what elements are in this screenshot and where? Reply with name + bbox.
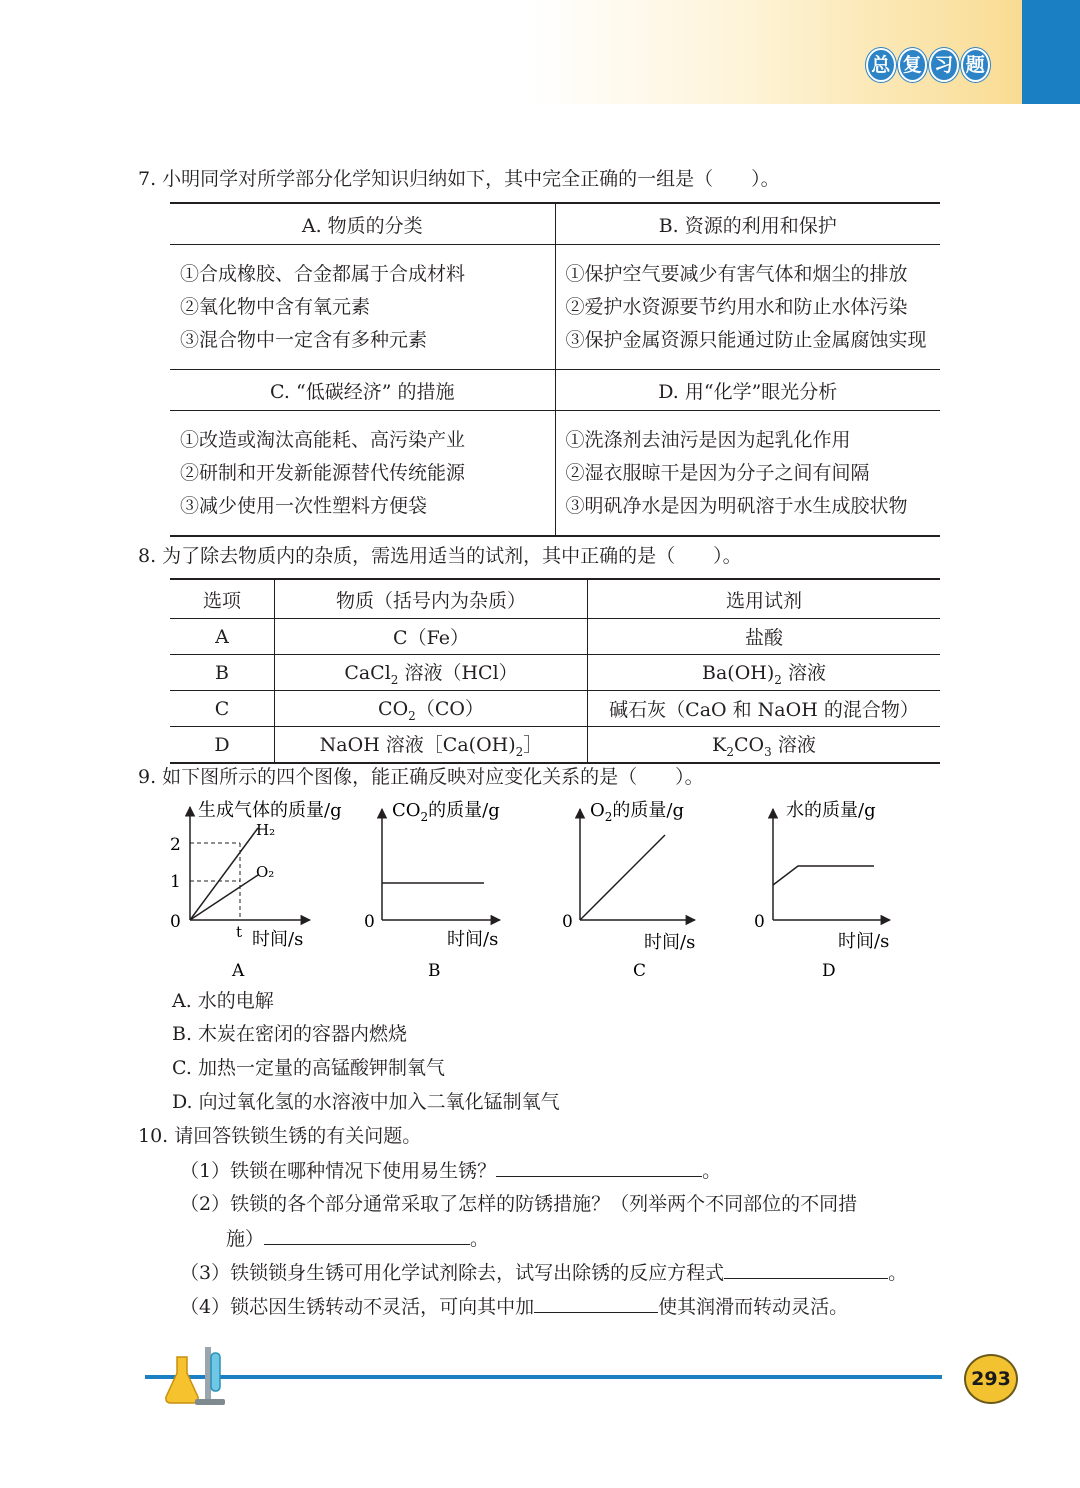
graph-a xyxy=(170,800,342,981)
test-tube xyxy=(211,1353,220,1391)
q8-cell-reagent: 盐酸 xyxy=(588,619,941,655)
q8-header-option: 选项 xyxy=(170,579,275,619)
formula-text: Ba(OH) xyxy=(702,662,775,685)
header-blue-tab xyxy=(1022,0,1080,104)
q7-c-title: C. “低碳经济” 的措施 xyxy=(170,370,555,411)
q10-part-2a: （2）铁锁的各个部分通常采取了怎样的防锈措施？（列举两个不同部位的不同措 xyxy=(180,1193,858,1215)
q7-b-title: B. 资源的利用和保护 xyxy=(555,203,940,245)
formula-text: 溶液 xyxy=(771,734,816,757)
graph-d-caption: D xyxy=(822,961,836,981)
answer-blank[interactable] xyxy=(496,1158,702,1177)
answer-blank[interactable] xyxy=(534,1294,658,1313)
section-title-char: 习 xyxy=(929,48,959,82)
q7-d-item: ①洗涤剂去油污是因为起乳化作用 xyxy=(565,428,851,451)
formula-subscript: 2 xyxy=(774,672,782,687)
table-row xyxy=(170,727,940,764)
graph-c-xlabel: 时间/s xyxy=(644,932,696,953)
graph-c-origin: 0 xyxy=(562,912,573,932)
q10-part-3-end: 。 xyxy=(888,1262,908,1284)
q7-c-items xyxy=(170,411,555,537)
q7-d-item: ③明矾净水是因为明矾溶于水生成胶状物 xyxy=(565,494,908,517)
q8-header-reagent: 选用试剂 xyxy=(588,579,941,619)
q8-cell-option: B xyxy=(170,655,275,691)
q10-part-2b xyxy=(226,1226,489,1251)
q8-cell-option: C xyxy=(170,691,275,727)
footer-line xyxy=(145,1375,942,1379)
q8-cell-reagent xyxy=(588,655,941,691)
graph-a-h2-line xyxy=(190,828,258,920)
graph-a-o2-line xyxy=(190,875,258,920)
q9-option: A. 水的电解 xyxy=(172,990,274,1012)
q8-cell-reagent: 碱石灰（CaO 和 NaOH 的混合物） xyxy=(588,691,941,727)
page-number: 293 xyxy=(964,1354,1018,1404)
q10-part-3 xyxy=(180,1260,907,1285)
graph-a-xlabel: 时间/s xyxy=(252,929,304,950)
graph-a-series-label: O₂ xyxy=(256,863,275,881)
section-title-char: 复 xyxy=(898,48,928,82)
q9-stem: 9. 如下图所示的四个图像，能正确反映对应变化关系的是（ ）。 xyxy=(138,766,704,788)
q7-b-item: ②爱护水资源要节约用水和防止水体污染 xyxy=(565,295,908,318)
graph-a-ytick: 2 xyxy=(170,835,181,855)
formula-text: 溶液 xyxy=(781,662,826,685)
graph-b-ylabel xyxy=(392,800,500,824)
q7-stem: 7. 小明同学对所学部分化学知识归纳如下，其中完全正确的一组是（ ）。 xyxy=(138,168,780,190)
graph-a-caption: A xyxy=(232,961,245,981)
q8-cell-option: A xyxy=(170,619,275,655)
q10-part-2-end: 。 xyxy=(470,1228,490,1250)
graph-c-ylabel-post: 的质量/g xyxy=(612,800,684,821)
graph-b-ylabel-sub: 2 xyxy=(420,810,429,824)
graph-d-line xyxy=(773,866,874,885)
formula-subscript: 2 xyxy=(726,744,735,759)
q8-cell-option: D xyxy=(170,727,275,764)
q7-a-items xyxy=(170,245,555,370)
formula-subscript: 2 xyxy=(408,708,416,723)
q9-option: C. 加热一定量的高锰酸钾制氧气 xyxy=(172,1057,445,1079)
formula-text: NaOH 溶液［Ca(OH) xyxy=(319,734,516,757)
flask xyxy=(166,1357,198,1403)
graph-a-ytick: 1 xyxy=(170,872,181,892)
q7-c-item: ①改造或淘汰高能耗、高污染产业 xyxy=(180,428,466,451)
formula-subscript: 2 xyxy=(515,744,524,759)
graph-c-ylabel-sub: 2 xyxy=(604,810,613,824)
q9-option: D. 向过氧化氢的水溶液中加入二氧化锰制氧气 xyxy=(172,1091,560,1113)
table-row xyxy=(170,655,940,691)
formula-text: K xyxy=(712,734,727,757)
q8-header-substance: 物质（括号内为杂质） xyxy=(275,579,588,619)
q7-b-item: ③保护金属资源只能通过防止金属腐蚀实现 xyxy=(565,328,927,351)
q8-cell-substance xyxy=(275,727,588,764)
graph-b xyxy=(364,800,500,981)
q8-cell-substance xyxy=(275,691,588,727)
stand-base xyxy=(195,1399,225,1405)
q7-b-item: ①保护空气要减少有害气体和烟尘的排放 xyxy=(565,262,908,285)
lab-stand xyxy=(205,1347,211,1403)
graph-b-ylabel-post: 的质量/g xyxy=(428,800,500,821)
lab-flask-icon xyxy=(165,1345,230,1407)
q8-cell-reagent xyxy=(588,727,941,764)
q7-a-item: ①合成橡胶、合金都属于合成材料 xyxy=(180,262,466,285)
q7-c-item: ③减少使用一次性塑料方便袋 xyxy=(180,494,428,517)
q7-a-item: ③混合物中一定含有多种元素 xyxy=(180,328,428,351)
q10-part-4-end: 使其润滑而转动灵活。 xyxy=(658,1296,849,1318)
q7-a-title: A. 物质的分类 xyxy=(170,203,555,245)
q9-option: B. 木炭在密闭的容器内燃烧 xyxy=(172,1023,408,1045)
q7-c-item: ②研制和开发新能源替代传统能源 xyxy=(180,461,466,484)
q9-graphs xyxy=(150,795,920,985)
section-title-char: 总 xyxy=(866,48,896,82)
graph-c-ylabel xyxy=(590,800,684,824)
formula-text: ］ xyxy=(523,734,543,757)
q10-part-4-text: （4）锁芯因生锈转动不灵活，可向其中加 xyxy=(180,1296,535,1318)
graph-c-ylabel-pre: O xyxy=(590,800,605,821)
section-title-badges xyxy=(866,48,990,82)
graph-b-ylabel-pre: CO xyxy=(392,800,421,821)
q7-d-item: ②湿衣服晾干是因为分子之间有间隔 xyxy=(565,461,870,484)
formula-text: CO xyxy=(378,698,409,721)
q8-cell-substance xyxy=(275,655,588,691)
formula-text: （CO） xyxy=(415,698,484,721)
graph-c-line xyxy=(580,835,665,920)
graph-d xyxy=(754,800,890,981)
q10-part-1 xyxy=(180,1158,721,1183)
graph-b-xlabel: 时间/s xyxy=(447,929,499,950)
graph-a-series-label: H₂ xyxy=(256,821,276,839)
formula-subscript: 3 xyxy=(764,744,772,759)
q7-a-item: ②氧化物中含有氧元素 xyxy=(180,295,371,318)
table-row xyxy=(170,619,940,655)
graph-a-origin: 0 xyxy=(170,912,181,932)
q10-part-3-text: （3）铁锁锁身生锈可用化学试剂除去，试写出除锈的反应方程式 xyxy=(180,1262,725,1284)
section-title-char: 题 xyxy=(961,48,991,82)
q8-cell-substance: C（Fe） xyxy=(275,619,588,655)
graph-c-caption: C xyxy=(633,961,647,981)
q7-b-items xyxy=(555,245,940,370)
table-row xyxy=(170,691,940,727)
answer-blank[interactable] xyxy=(724,1260,888,1279)
q7-d-title: D. 用“化学”眼光分析 xyxy=(555,370,940,411)
q8-table xyxy=(170,578,940,764)
q10-part-1-text: （1）铁锁在哪种情况下使用易生锈？ xyxy=(180,1160,497,1182)
q10-part-2b-text: 施） xyxy=(226,1228,265,1250)
graph-a-ylabel: 生成气体的质量/g xyxy=(198,800,342,821)
graph-d-xlabel: 时间/s xyxy=(838,931,890,952)
q7-table xyxy=(170,202,940,537)
q10-stem: 10. 请回答铁锁生锈的有关问题。 xyxy=(138,1125,422,1147)
q7-d-items xyxy=(555,411,940,537)
graph-d-ylabel: 水的质量/g xyxy=(786,800,876,821)
formula-text: 溶液（HCl） xyxy=(398,662,518,685)
graph-b-caption: B xyxy=(428,961,441,981)
formula-subscript: 2 xyxy=(390,672,399,687)
formula-text: CaCl xyxy=(344,662,391,685)
graph-c xyxy=(562,800,695,981)
q10-part-1-end: 。 xyxy=(702,1160,722,1182)
q8-stem: 8. 为了除去物质内的杂质，需选用适当的试剂，其中正确的是（ ）。 xyxy=(138,545,742,567)
graph-a-xtick: t xyxy=(236,923,243,941)
q10-part-4 xyxy=(180,1294,848,1319)
formula-text: CO xyxy=(734,734,765,757)
answer-blank[interactable] xyxy=(264,1226,470,1245)
graph-b-origin: 0 xyxy=(364,912,375,932)
graph-d-origin: 0 xyxy=(754,912,765,932)
